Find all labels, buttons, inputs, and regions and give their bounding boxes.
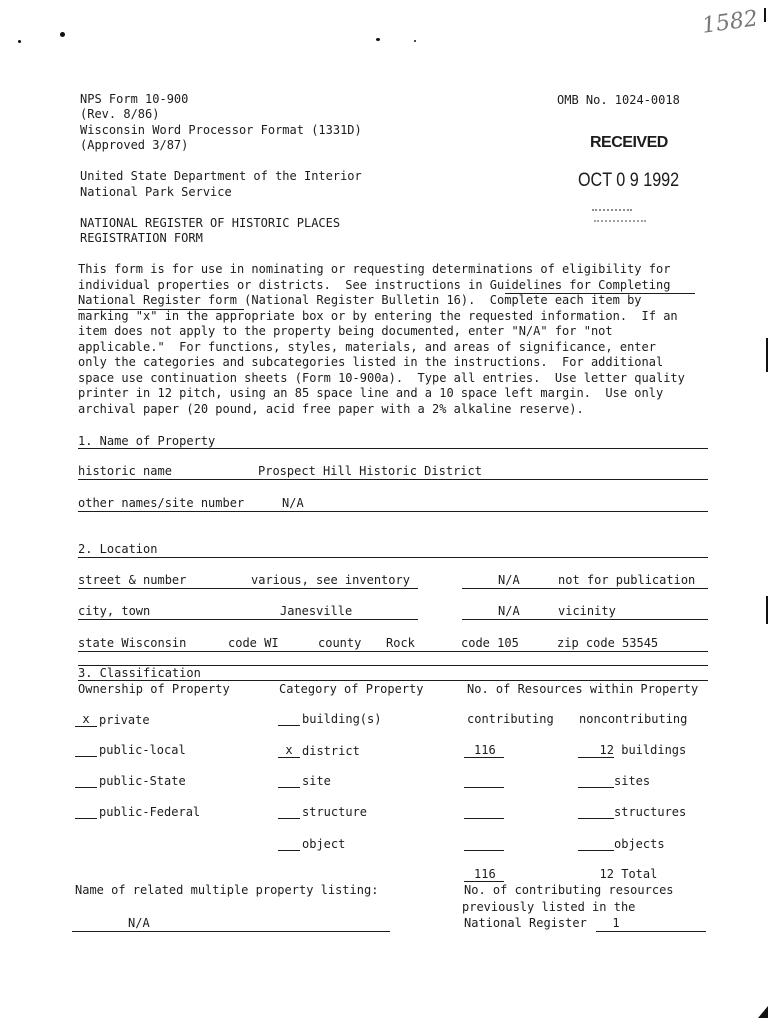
ownership-option	[75, 774, 186, 788]
contributing-total: 116	[464, 867, 504, 882]
resource-type: buildings	[621, 743, 687, 757]
scan-speck	[758, 1006, 768, 1018]
resource-row	[578, 774, 650, 788]
guidelines-underline	[78, 309, 244, 310]
previously-listed-label: National Register	[464, 916, 587, 930]
state-code: code WI	[228, 636, 279, 650]
form-revision: (Rev. 8/86)	[80, 107, 160, 121]
category-column-header: Category of Property	[279, 682, 424, 696]
resources-column-header: No. of Resources within Property	[467, 682, 699, 696]
resource-total-label: Total	[621, 867, 658, 881]
checkbox-mark	[278, 787, 300, 788]
city-value: Janesville	[280, 604, 353, 618]
scan-speck	[764, 8, 766, 22]
vicinity-label: vicinity	[558, 604, 616, 618]
scan-speck	[60, 32, 65, 37]
not-for-publication: not for publication	[558, 573, 696, 587]
section-1-heading: 1. Name of Property	[78, 434, 216, 448]
county-label: county	[318, 636, 362, 650]
field-underline	[78, 588, 418, 589]
noncontributing-count	[578, 774, 614, 788]
faint-stamp-marks	[592, 207, 654, 229]
category-label: object	[302, 837, 346, 851]
resource-total-row	[578, 867, 657, 881]
resource-row	[578, 743, 686, 758]
ownership-label: public-State	[99, 774, 186, 788]
category-label: district	[302, 744, 360, 758]
scan-speck	[766, 338, 768, 372]
received-stamp: RECEIVED	[590, 134, 668, 151]
category-option	[278, 743, 360, 758]
city-na: N/A	[498, 604, 520, 618]
historic-name-label: historic name	[78, 464, 172, 478]
handwritten-number: 1582	[700, 6, 760, 39]
ownership-label: private	[99, 713, 150, 727]
instructions-paragraph: This form is for use in nominating or requesting determinations of eligibility for individual properties or districts. See instructions in Guidelines for Completing National Register form (National Register Bulletin 16). Complete each item by marking "x" in the appropriate box or by entering the requested information. If an item does not apply to the property being documented, enter "N/A" for "not applicable." For functions, styles, materials, and areas of significance, enter only the categories and subcategories listed in the instructions. For additional space use continuation sheets (Form 10-900a). Type all entries. Use letter quality printer in 12 pitch, using an 85 space line and a 10 space left margin. Use only archival paper (20 pound, acid free paper with a 2% alkaline reserve).	[78, 262, 685, 416]
category-label: structure	[302, 805, 368, 819]
section-divider	[78, 448, 708, 449]
state-field: state Wisconsin	[78, 636, 187, 650]
resource-row	[578, 837, 665, 851]
resource-type: sites	[614, 774, 651, 788]
form-format: Wisconsin Word Processor Format (1331D)	[80, 123, 362, 137]
field-underline	[78, 619, 418, 620]
other-names-label: other names/site number	[78, 496, 245, 510]
form-approved: (Approved 3/87)	[80, 138, 189, 152]
guidelines-underline	[505, 293, 695, 294]
contributing-count	[464, 774, 504, 788]
ownership-option	[75, 712, 150, 727]
other-names-value: N/A	[282, 496, 304, 510]
form-subtitle: REGISTRATION FORM	[80, 231, 203, 245]
section-divider	[78, 557, 708, 558]
checkbox-mark: x	[278, 743, 300, 758]
checkbox-mark	[278, 725, 300, 726]
department-line: United State Department of the Interior	[80, 169, 362, 183]
form-number: NPS Form 10-900	[80, 92, 189, 106]
contributing-count	[464, 805, 504, 819]
field-underline	[462, 619, 708, 620]
ownership-column-header: Ownership of Property	[78, 682, 230, 696]
historic-name-value: Prospect Hill Historic District	[258, 464, 482, 478]
resource-row	[578, 805, 686, 819]
field-underline	[78, 651, 708, 652]
checkbox-mark	[278, 818, 300, 819]
street-na: N/A	[498, 573, 520, 587]
street-value: various, see inventory	[251, 573, 410, 587]
noncontributing-header: noncontributing	[579, 712, 688, 726]
ownership-option	[75, 805, 200, 819]
checkbox-mark	[278, 850, 300, 851]
noncontributing-total: 12	[599, 867, 614, 881]
previously-listed-label: No. of contributing resources	[464, 883, 674, 897]
contributing-header: contributing	[467, 712, 554, 726]
category-label: site	[302, 774, 331, 788]
ownership-option	[75, 743, 186, 757]
noncontributing-count	[578, 837, 614, 851]
resource-type: structures	[614, 805, 687, 819]
street-label: street & number	[78, 573, 187, 587]
checkbox-mark	[75, 756, 97, 757]
category-option	[278, 774, 331, 788]
category-option	[278, 805, 367, 819]
form-title: NATIONAL REGISTER OF HISTORIC PLACES	[80, 216, 341, 230]
scan-speck	[414, 40, 416, 42]
noncontributing-count	[578, 805, 614, 819]
contributing-count	[464, 837, 504, 851]
field-underline	[78, 479, 708, 480]
previously-listed-label: previously listed in the	[462, 900, 636, 914]
scan-speck	[766, 596, 768, 624]
field-underline	[72, 931, 390, 932]
ownership-label: public-local	[99, 743, 186, 757]
contributing-count: 116	[464, 743, 504, 758]
ownership-label: public-Federal	[99, 805, 201, 819]
noncontributing-count: 12	[578, 743, 614, 758]
checkbox-mark	[75, 787, 97, 788]
omb-number: OMB No. 1024-0018	[557, 93, 680, 107]
scan-speck	[18, 40, 21, 43]
section-2-heading: 2. Location	[78, 542, 158, 556]
city-label: city, town	[78, 604, 151, 618]
section-divider	[78, 680, 708, 681]
related-listing-label: Name of related multiple property listing:	[75, 883, 379, 897]
zip-code: zip code 53545	[557, 636, 659, 650]
category-option	[278, 837, 345, 851]
scan-speck	[376, 38, 380, 41]
received-date-stamp: OCT 0 9 1992	[578, 170, 680, 191]
checkbox-mark	[75, 818, 97, 819]
agency-line: National Park Service	[80, 185, 232, 199]
category-option	[278, 712, 381, 726]
category-label: building(s)	[302, 712, 382, 726]
field-underline	[462, 588, 708, 589]
county-value: Rock	[386, 636, 415, 650]
field-underline	[596, 931, 706, 932]
field-underline	[78, 511, 708, 512]
checkbox-mark: x	[75, 712, 97, 727]
related-listing-value: N/A	[128, 916, 150, 930]
county-code: code 105	[461, 636, 519, 650]
section-3-heading: 3. Classification	[78, 666, 201, 680]
resource-type: objects	[614, 837, 665, 851]
previously-listed-count: 1	[612, 916, 620, 930]
